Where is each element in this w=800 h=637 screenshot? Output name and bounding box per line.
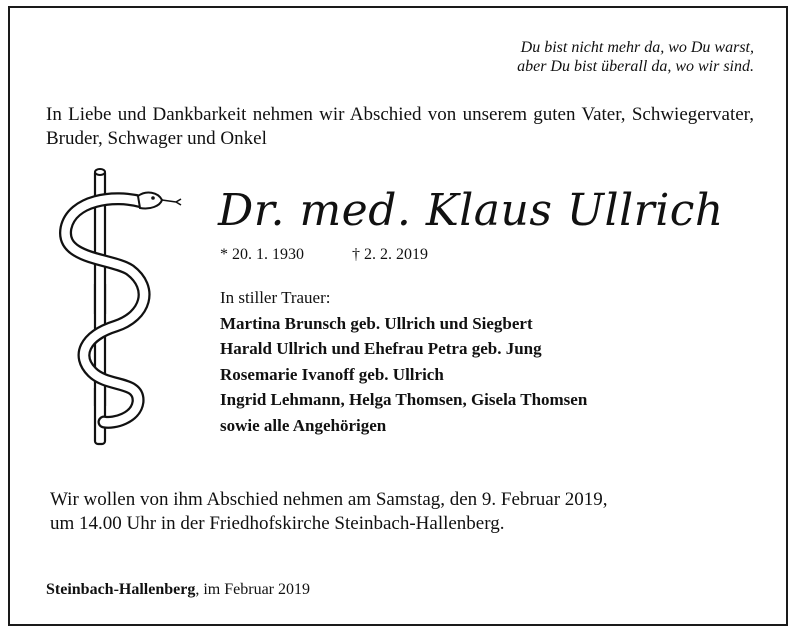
motto-line-1: Du bist nicht mehr da, wo Du warst, [520,39,754,56]
rod-of-asclepius-icon [54,166,184,448]
funeral-info-line-2: um 14.00 Uhr in der Friedhofskirche Steinbach-Hallenberg. [50,513,505,534]
footer-date: , im Februar 2019 [195,581,310,598]
place-and-date [46,580,310,600]
mourner-name: Rosemarie Ivanoff geb. Ullrich [220,364,444,384]
mourner-name: Martina Brunsch geb. Ullrich und Siegbert [220,313,533,333]
mourners-heading: In stiller Trauer: [220,288,331,307]
mourner-name: Harald Ullrich und Ehefrau Petra geb. Jung [220,339,542,358]
mourner-name: sowie alle Angehörigen [220,415,387,435]
footer-place: Steinbach-Hallenberg [46,581,196,598]
motto-quote [517,38,754,76]
mourner-name: Ingrid Lehmann, Helga Thomsen, Gisela Thomsen [220,390,588,409]
intro-text: In Liebe und Dankbarkeit nehmen wir Abschied von unserem guten Vater, Schwiegervater, Bruder, Schwager und Onkel [46,104,754,149]
funeral-info [50,488,608,536]
deceased-name: Dr. med. Klaus Ullrich [218,185,724,236]
funeral-info-line-1: Wir wollen von ihm Abschied nehmen am Samstag, den 9. Februar 2019, [50,489,608,510]
death-date: † 2. 2. 2019 [352,246,428,263]
motto-line-2: aber Du bist überall da, wo wir sind. [517,58,754,75]
birth-date: * 20. 1. 1930 [220,246,304,263]
mourners-list [220,285,587,438]
life-dates [220,245,428,265]
